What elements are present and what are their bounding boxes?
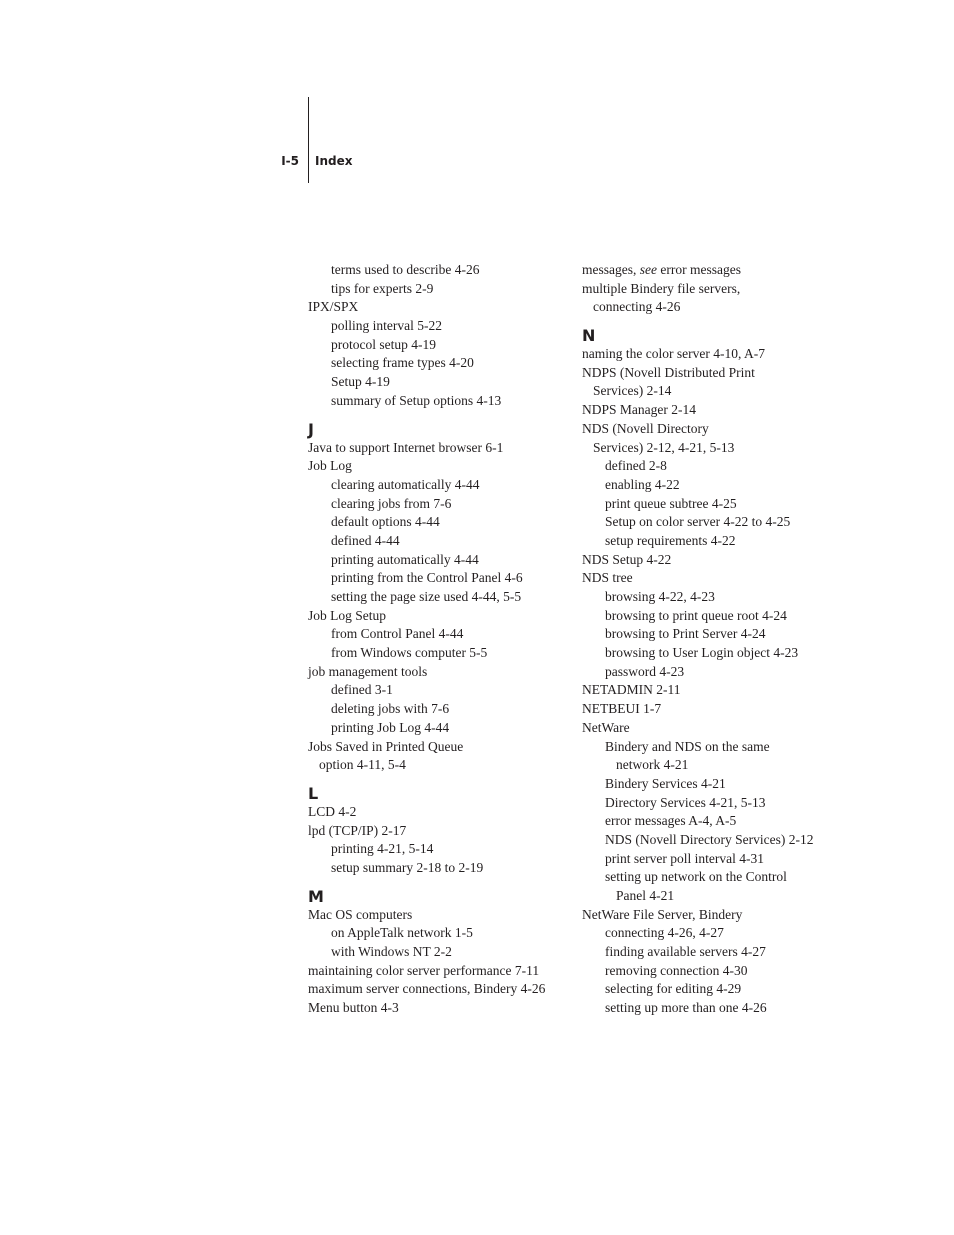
index-section-letter: J bbox=[308, 419, 314, 439]
page-number: I-5 bbox=[281, 154, 299, 168]
page-title: Index bbox=[315, 154, 353, 168]
index-column-left bbox=[308, 261, 570, 1018]
index-entry: NDS (Novell Directory Services) 2-12 bbox=[605, 831, 814, 847]
index-entry: terms used to describe 4-26 bbox=[331, 262, 480, 277]
index-entry: printing automatically 4-44 bbox=[331, 551, 479, 567]
index-entry: defined 4-44 bbox=[331, 532, 400, 548]
index-entry: browsing to Print Server 4-24 bbox=[605, 626, 766, 642]
header-rule bbox=[308, 97, 309, 183]
index-entry: selecting frame types 4-20 bbox=[331, 355, 474, 371]
index-entry: protocol setup 4-19 bbox=[331, 336, 436, 352]
index-entry: maintaining color server performance 7-11 bbox=[308, 962, 540, 978]
index-entry: selecting for editing 4-29 bbox=[605, 981, 742, 997]
index-entry bbox=[582, 261, 844, 280]
index-entry: NDS (Novell Directory bbox=[582, 420, 709, 436]
index-entry: NDPS Manager 2-14 bbox=[582, 402, 696, 418]
index-entry: setting the page size used 4-44, 5-5 bbox=[331, 589, 522, 604]
index-entry: connecting 4-26, 4-27 bbox=[605, 925, 724, 941]
index-entry: NetWare bbox=[582, 719, 630, 735]
index-entry: setting up network on the Control bbox=[605, 869, 787, 885]
index-entry: deleting jobs with 7-6 bbox=[331, 701, 450, 717]
index-entry: on AppleTalk network 1-5 bbox=[331, 925, 473, 941]
index-entry: Directory Services 4-21, 5-13 bbox=[605, 794, 766, 810]
index-column-right bbox=[582, 261, 844, 1018]
index-entry: job management tools bbox=[308, 663, 428, 679]
index-entry: printing from the Control Panel 4-6 bbox=[331, 570, 523, 586]
index-section-letter: N bbox=[582, 326, 596, 346]
index-entry: setup summary 2-18 to 2-19 bbox=[331, 859, 484, 875]
index-entry: browsing 4-22, 4-23 bbox=[605, 589, 715, 604]
index-entry: with Windows NT 2-2 bbox=[331, 944, 452, 959]
index-entry: Mac OS computers bbox=[308, 906, 413, 922]
index-entry: LCD 4-2 bbox=[308, 803, 357, 819]
index-entry: Setup 4-19 bbox=[331, 374, 390, 390]
index-entry: Bindery Services 4-21 bbox=[605, 775, 726, 791]
index-entry: browsing to print queue root 4-24 bbox=[605, 607, 787, 623]
index-entry: NetWare File Server, Bindery bbox=[582, 906, 743, 922]
index-entry: finding available servers 4-27 bbox=[605, 944, 766, 960]
index-entry: print server poll interval 4-31 bbox=[605, 850, 764, 866]
index-section-letter: L bbox=[308, 783, 319, 803]
index-entry: summary of Setup options 4-13 bbox=[331, 392, 502, 408]
index-entry: maximum server connections, Bindery 4-26 bbox=[308, 981, 546, 997]
index-entry: Menu button 4-3 bbox=[308, 1000, 399, 1016]
index-entry: setup requirements 4-22 bbox=[605, 532, 736, 548]
entry-text: error messages bbox=[657, 262, 741, 277]
index-entry: NDS Setup 4-22 bbox=[582, 551, 672, 567]
index-section-letter: M bbox=[308, 886, 324, 906]
index-entry: network 4-21 bbox=[616, 757, 689, 773]
index-entry: enabling 4-22 bbox=[605, 476, 680, 492]
index-entry: option 4-11, 5-4 bbox=[319, 757, 406, 773]
index-entry: NDPS (Novell Distributed Print bbox=[582, 364, 755, 380]
index-entry: NETADMIN 2-11 bbox=[582, 682, 681, 698]
index-entry: Java to support Internet browser 6-1 bbox=[308, 439, 504, 455]
index-entry: clearing automatically 4-44 bbox=[331, 476, 480, 492]
index-entry: from Control Panel 4-44 bbox=[331, 626, 464, 642]
index-entry: Job Log Setup bbox=[308, 607, 387, 623]
index-entry: NETBEUI 1-7 bbox=[582, 701, 662, 717]
index-entry: Panel 4-21 bbox=[616, 888, 675, 903]
index-entry: polling interval 5-22 bbox=[331, 318, 442, 334]
index-entry: lpd (TCP/IP) 2-17 bbox=[308, 822, 407, 838]
index-entry: from Windows computer 5-5 bbox=[331, 645, 488, 661]
index-entry: defined 2-8 bbox=[605, 458, 667, 474]
index-entry: Setup on color server 4-22 to 4-25 bbox=[605, 514, 791, 530]
index-entry: password 4-23 bbox=[605, 663, 685, 679]
index-entry: Services) 2-14 bbox=[593, 383, 672, 399]
index-entry: removing connection 4-30 bbox=[605, 962, 748, 978]
index-entry: Bindery and NDS on the same bbox=[605, 738, 770, 754]
index-entry: browsing to User Login object 4-23 bbox=[605, 645, 799, 661]
index-entry: Jobs Saved in Printed Queue bbox=[308, 738, 464, 754]
index-entry: Services) 2-12, 4-21, 5-13 bbox=[593, 439, 735, 455]
index-entry: error messages A-4, A-5 bbox=[605, 813, 737, 829]
see-reference: see bbox=[639, 262, 657, 277]
index-entry: clearing jobs from 7-6 bbox=[331, 495, 452, 511]
entry-text: messages, bbox=[582, 262, 640, 277]
index-entry: default options 4-44 bbox=[331, 514, 440, 530]
index-entry: connecting 4-26 bbox=[593, 299, 681, 315]
index-entry: IPX/SPX bbox=[308, 299, 359, 315]
index-entry: print queue subtree 4-25 bbox=[605, 495, 737, 511]
index-entry: printing 4-21, 5-14 bbox=[331, 841, 434, 857]
index-entry: defined 3-1 bbox=[331, 682, 393, 698]
index-entry: printing Job Log 4-44 bbox=[331, 719, 450, 735]
index-entry: setting up more than one 4-26 bbox=[605, 1000, 767, 1016]
index-entry: Job Log bbox=[308, 458, 352, 474]
index-entry: naming the color server 4-10, A-7 bbox=[582, 346, 765, 362]
index-entry: multiple Bindery file servers, bbox=[582, 280, 741, 296]
index-entry: tips for experts 2-9 bbox=[331, 280, 434, 296]
index-entry: NDS tree bbox=[582, 570, 633, 586]
